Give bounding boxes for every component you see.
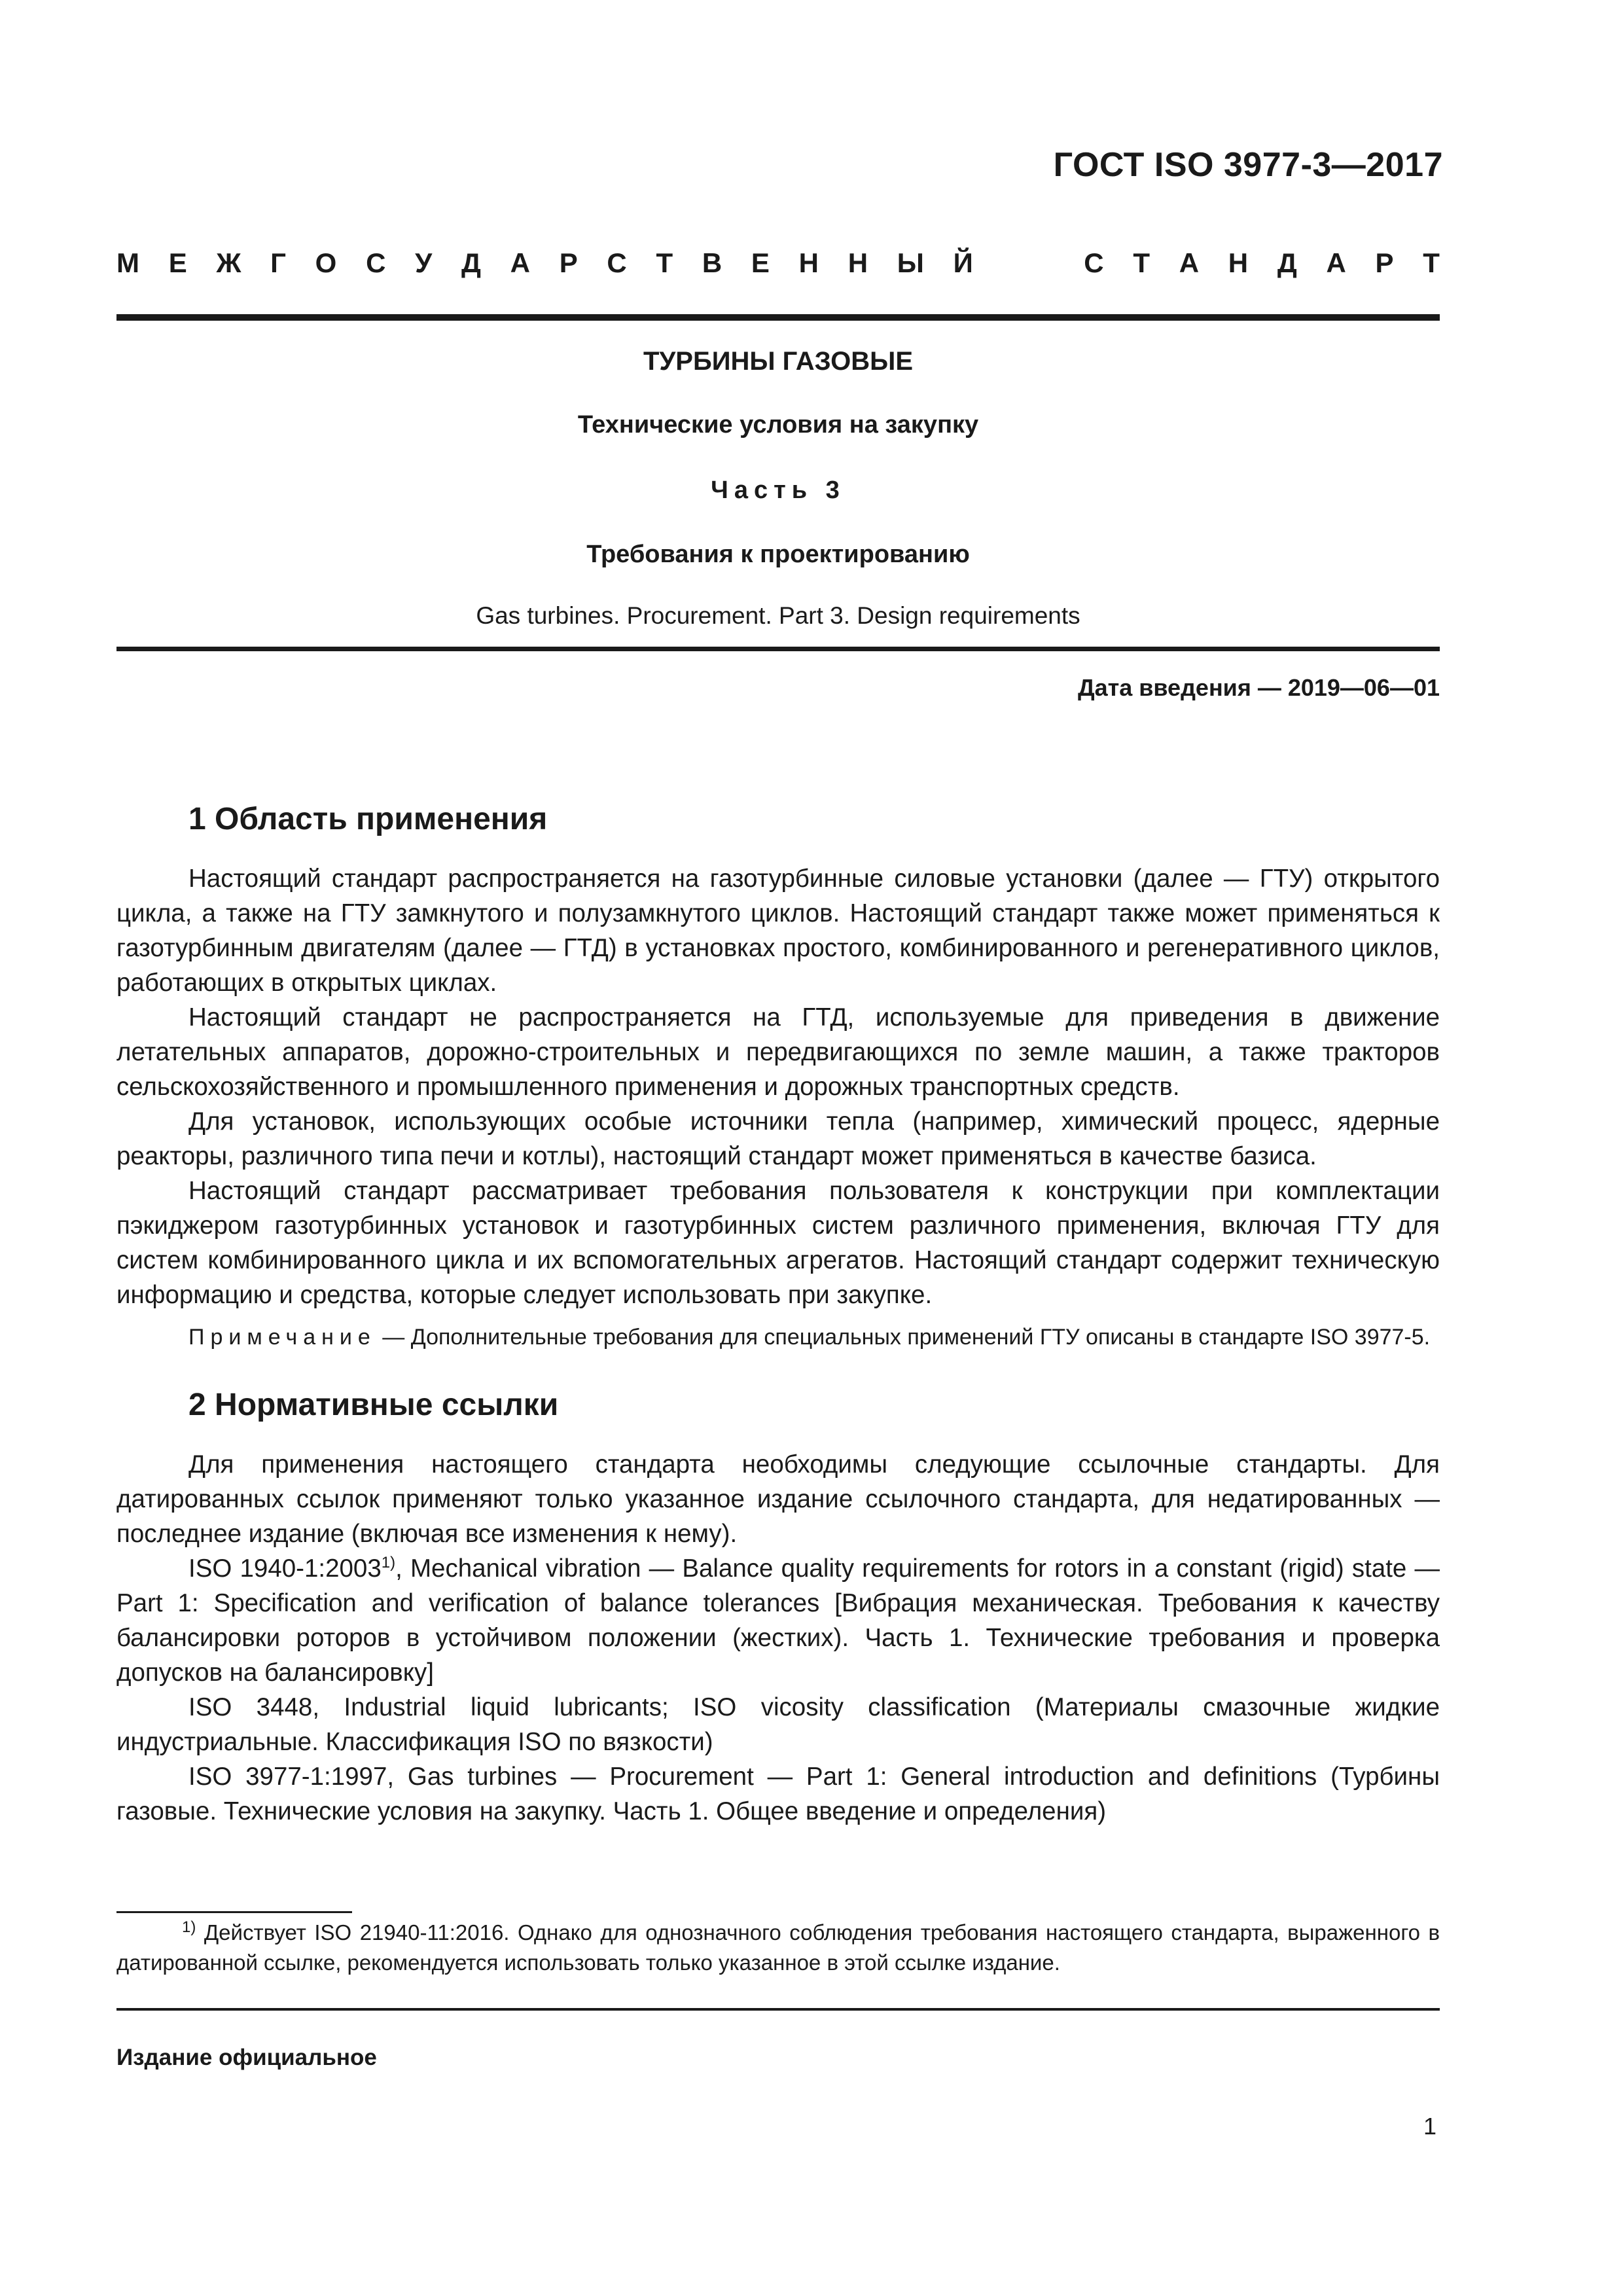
banner-letter: О	[315, 247, 337, 278]
banner-letter: Р	[559, 247, 578, 278]
note-text: — Дополнительные требования для специальных применений ГТУ описаны в стандарте ISO 3977-5.	[376, 1325, 1431, 1350]
footnote-number: 1)	[182, 1918, 196, 1936]
banner-letter: Н	[847, 247, 868, 278]
banner-letter: Е	[168, 247, 187, 278]
banner-letter: А	[1326, 247, 1346, 278]
section-1-paragraph: Настоящий стандарт распространяется на газотурбинные силовые установки (далее — ГТУ) открытого цикла, а также на ГТУ замкнутого и полузамкнутого циклов. Настоящий стандарт также может применяться к газотурбинным двигателям (далее — ГТД) в установках простого, комбинированного и регенеративного циклов, работающих в открытых циклах.	[116, 865, 1440, 997]
banner-letter: Й	[953, 247, 973, 278]
banner-letter: Д	[1277, 247, 1297, 278]
banner-letter: Т	[1133, 247, 1150, 278]
normative-reference	[116, 1551, 1440, 1690]
section-1-note	[116, 1321, 1440, 1353]
part-title: Требования к проектированию	[586, 541, 970, 568]
banner-letter: Д	[461, 247, 481, 278]
banner-letter: Н	[798, 247, 819, 278]
section-2-heading: 2 Нормативные ссылки	[188, 1388, 559, 1422]
english-title: Gas turbines. Procurement. Part 3. Design requirements	[476, 602, 1080, 629]
reference-code: ISO 1940-1:2003	[188, 1554, 382, 1583]
banner-letter: Г	[270, 247, 286, 278]
section-1-paragraph: Для установок, использующих особые источники тепла (например, химический процесс, ядерные реакторы, различного типа печи и котлы), настоящий стандарт может применяться в качестве базиса.	[116, 1107, 1440, 1170]
banner-letter: А	[1179, 247, 1200, 278]
part-number: Часть 3	[711, 476, 846, 504]
footnote	[116, 1918, 1440, 1978]
document-body	[116, 800, 1440, 1829]
banner-letter: С	[1084, 247, 1104, 278]
banner-letter: А	[510, 247, 530, 278]
footnote-marker: 1)	[381, 1554, 396, 1572]
banner-letter: Н	[1228, 247, 1249, 278]
header-rule-top	[116, 314, 1440, 321]
page-number: 1	[1423, 2113, 1436, 2140]
banner-letter: Т	[656, 247, 673, 278]
banner-letter: Е	[751, 247, 770, 278]
header-rule-bottom	[116, 647, 1440, 651]
banner-letter: У	[415, 247, 433, 278]
official-edition-label: Издание официальное	[116, 2045, 377, 2070]
banner-letter: С	[607, 247, 627, 278]
banner-letter: Р	[1375, 247, 1394, 278]
footnote-separator	[116, 1911, 352, 1913]
banner-letter: С	[366, 247, 386, 278]
interstate-standard-banner	[116, 247, 1440, 279]
section-1-paragraph: Настоящий стандарт рассматривает требования пользователя к конструкции при комплектации пэкиджером газотурбинных установок и газотурбинных систем различного применения, включая ГТУ для систем комбинированного цикла и их вспомогательных агрегатов. Настоящий стандарт содержит техническую информацию и средства, которые следует использовать при закупке.	[116, 1177, 1440, 1309]
normative-reference: ISO 3977-1:1997, Gas turbines — Procurement — Part 1: General introduction and definitions (Турбины газовые. Технические условия на закупку. Часть 1. Общее введение и определения)	[116, 1763, 1440, 1825]
banner-letter: В	[702, 247, 722, 278]
document-title: ТУРБИНЫ ГАЗОВЫЕ	[643, 347, 914, 376]
banner-letter: Т	[1423, 247, 1440, 278]
banner-word-gap	[1003, 247, 1055, 279]
banner-letter: Ы	[897, 247, 924, 278]
section-1-heading: 1 Область применения	[188, 802, 548, 836]
note-label: Примечание	[188, 1325, 376, 1350]
reference-text: , Mechanical vibration — Balance quality requirements for rotors in a constant (rigid) state — Part 1: Specification and verification of balance tolerances [Вибрация механическая. Требования к качеству балансировки роторов в устойчивом положении (жестких). Часть 1. Технические требования и проверка допусков на балансировку]	[116, 1554, 1440, 1687]
banner-letter: М	[116, 247, 139, 278]
banner-letter: Ж	[216, 247, 241, 278]
document-subtitle: Технические условия на закупку	[577, 411, 979, 439]
normative-reference: ISO 3448, Industrial liquid lubricants; ISO vicosity classification (Материалы смазочные жидкие индустриальные. Классификация ISO по вязкости)	[116, 1693, 1440, 1756]
footnote-text: Действует ISO 21940-11:2016. Однако для однозначного соблюдения требования настоящего стандарта, выраженного в датированной ссылке, рекомендуется использовать только указанное в этой ссылке издание.	[116, 1920, 1440, 1975]
introduction-date: Дата введения — 2019—06—01	[1077, 674, 1440, 701]
standard-designation: ГОСТ ISO 3977-3—2017	[1053, 146, 1443, 184]
footer-rule	[116, 2008, 1440, 2011]
section-1-paragraph: Настоящий стандарт не распространяется на ГТД, используемые для приведения в движение летательных аппаратов, дорожно-строительных и передвигающихся по земле машин, а также тракторов сельскохозяйственного и промышленного применения и дорожных транспортных средств.	[116, 1003, 1440, 1101]
section-2-intro: Для применения настоящего стандарта необходимы следующие ссылочные стандарты. Для датированных ссылок применяют только указанное издание ссылочного стандарта, для недатированных — последнее издание (включая все изменения к нему).	[116, 1450, 1440, 1548]
